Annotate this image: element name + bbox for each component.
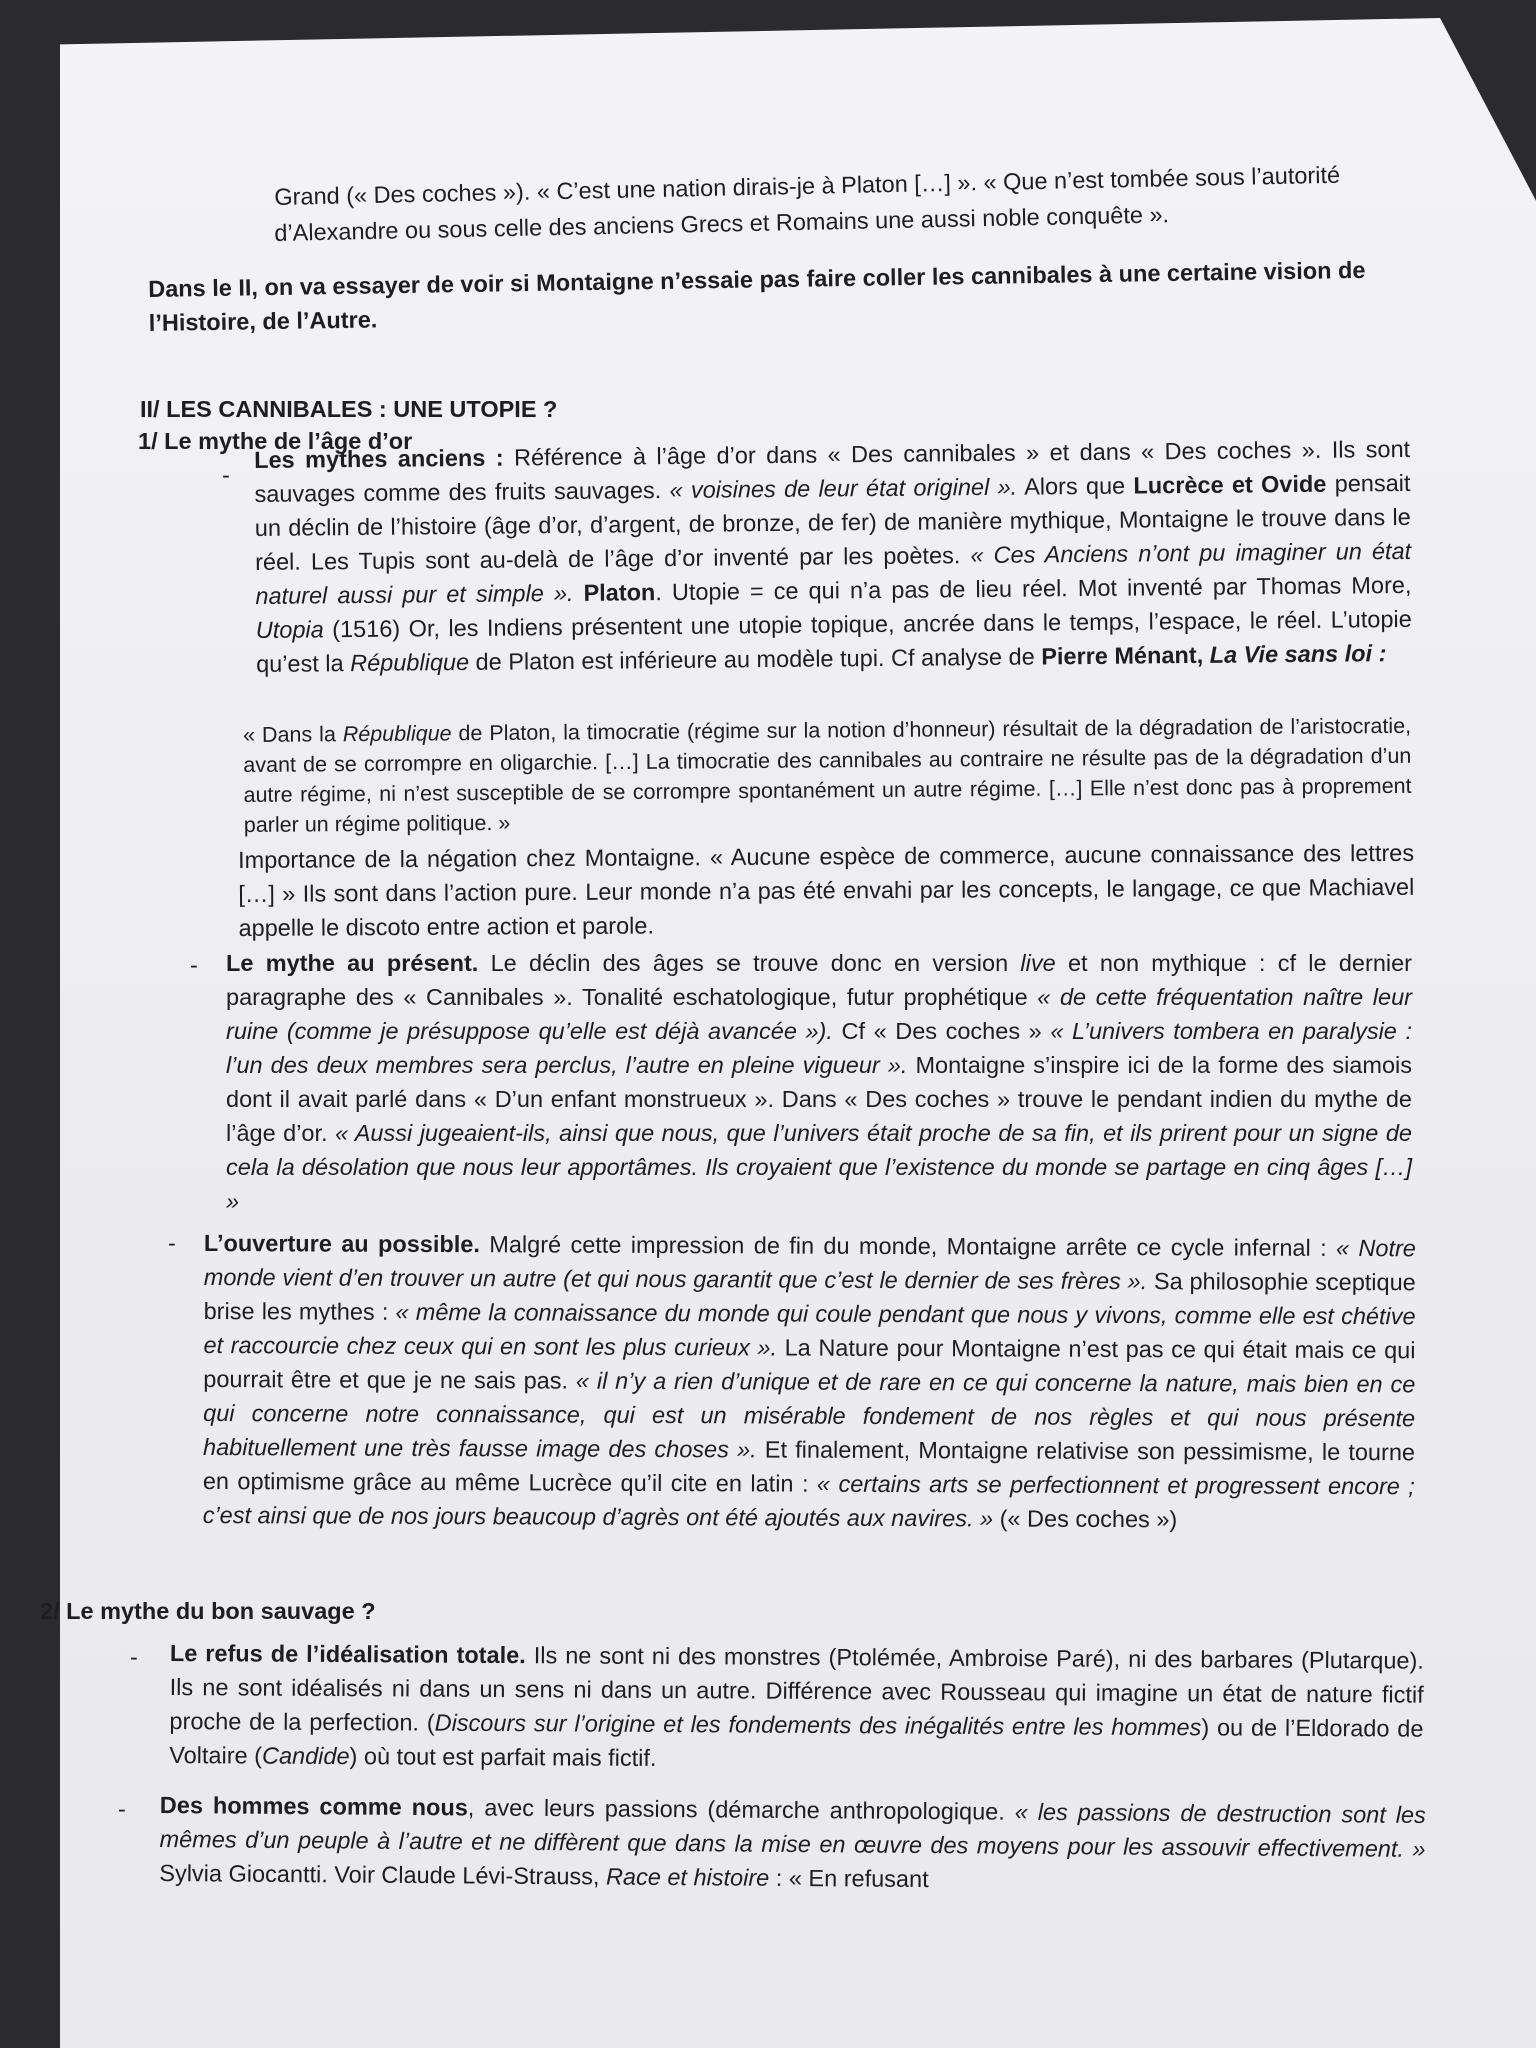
bullet-3-text: Malgré cette impression de fin du monde, Montaigne arrête ce cycle infernal : [479,1231,1337,1261]
bullet-1-author: Pierre Ménant, [1041,641,1210,670]
bullet-5-lead: Des hommes comme nous [159,1791,468,1821]
bullet-5-text: , avec leurs passions (démarche anthropologique. [467,1794,1015,1825]
bullet-5-dash: - [118,1796,126,1822]
bullet-4-book-title: Discours sur l’origine et les fondements des inégalités entre les hommes [434,1709,1202,1741]
bullet-5-text: Sylvia Giocantti. Voir Claude Lévi-Strauss, [159,1859,607,1890]
bullet-2-paragraph [226,946,1412,1218]
bullet-1-lead: Les mythes anciens : [254,444,504,473]
bullet-2-text: Cf « Des coches » [832,1018,1051,1044]
bullet-1-book-title: La Vie sans loi : [1209,640,1387,668]
subsection-2-title: 2/ Le mythe du bon sauvage ? [40,1598,376,1624]
bullet-1-paragraph [254,432,1412,681]
bullet-2-quote: « de cette fréquentation naître leur ruine (comme je présuppose qu’elle est déjà avancée »). [226,984,1412,1044]
bullet-5-book-title: Race et histoire [605,1863,770,1891]
bullet-1-dash: - [222,462,230,488]
bullet-1-text [573,580,583,606]
bullet-2-text: et non mythique : cf le dernier paragraphe des « Cannibales ». Tonalité eschatologique, futur prophétique [226,950,1413,1010]
bullet-4-text: ) ou de l’Eldorado de Voltaire ( [169,1714,1424,1769]
bullet-1-text: de Platon est inférieure au modèle tupi. Cf analyse de [468,643,1042,675]
menant-quote-text: de Platon, la timocratie (régime sur la notion d’honneur) résultait de la dégradation de l’aristocratie, avant de se corrompre en oligarchie. […] La timocratie des cannibales au contraire ne résulte pas de la dégradation d’un autre régime, ni n’est susceptible de se corrompre spontanément un autre régime. […] Elle n’est donc pas à proprement parler un régime politique. » [243,713,1412,837]
menant-quote-text: « Dans la [243,722,343,747]
bullet-5-paragraph [159,1788,1426,1900]
bullet-1-quote: « voisines de leur état originel ». [669,473,1018,504]
bullet-4-text: ) où tout est parfait mais fictif. [349,1743,657,1771]
bullet-3-paragraph [203,1226,1416,1537]
subsection-1-title: 1/ Le mythe de l’âge d’or [138,428,413,454]
bullet-3-quote: « certains arts se perfectionnent et progressent encore ; c’est ainsi que de nos jours beaucoup d’agrès ont été ajoutés aux navires. » [202,1470,1415,1532]
bullet-2-text: Montaigne s’inspire ici de la forme des siamois dont il avait parlé dans « D’un enfant monstrueux ». Dans « Des coches » trouve le pendant indien du mythe de l’âge d’or. [226,1052,1412,1146]
bullet-4-paragraph [169,1636,1424,1780]
bullet-2-text: Le déclin des âges se trouve donc en version [478,950,1021,976]
bullet-1-bold-name: Platon [583,579,656,606]
transition-paragraph: Dans le II, on va essayer de voir si Montaigne n’essaie pas faire coller les cannibales à une certaine vision de l’Histoire, de l’Autre. [148,256,1366,336]
bullet-3-lead: L’ouverture au possible. [203,1230,480,1258]
bullet-2-lead: Le mythe au présent. [226,950,479,976]
menant-quote-title: République [342,721,452,747]
bullet-1-title-ref: République [350,648,470,677]
bullet-4-text: Ils ne sont ni des monstres (Ptolémée, Ambroise Paré), ni des barbares (Plutarque). Ils ne sont idéalisés ni dans un sens ni dans un autre. Différence avec Rousseau qui imagine un état de nature fictif proche de la perfection. ( [169,1642,1424,1736]
bullet-3-dash: - [168,1230,176,1256]
bullet-4-book-title: Candide [261,1742,350,1770]
bullet-3-quote: « même la connaissance du monde qui coule pendant que nous y vivons, comme elle est chétive et raccourcie chez ceux qui en sont les plus curieux ». [203,1298,1416,1361]
bullet-1-bold-name: Lucrèce et Ovide [1133,470,1327,499]
bullet-1-after-quote: Importance de la négation chez Montaigne. « Aucune espèce de commerce, aucune connaissance des lettres […] » Ils sont dans l’action pure. Leur monde n’a pas été envahi par les concepts, le langage, ce que Machiavel appelle le discoto entre action et parole. [238,839,1415,941]
intro-line-2: d’Alexandre ou sous celle des anciens Grecs et Romains une aussi noble conquête ». [274,201,1170,246]
bullet-3-text: Sa philosophie sceptique brise les mythes : [203,1268,1416,1325]
bullet-5-text: : « En refusant [769,1864,929,1893]
bullet-2-dash: - [190,952,198,978]
bullet-1-quote: « Ces Anciens n’ont pu imaginer un état naturel aussi pur et simple ». [255,537,1412,609]
bullet-1-text: Référence à l’âge d’or dans « Des cannibales » et dans « Des coches ». Ils sont sauvages comme des fruits sauvages. [254,435,1411,507]
bullet-1-text: pensait un déclin de l’histoire (âge d’or, d’argent, de bronze, de fer) de manière mythique, Montaigne le trouve dans le réel. Les Tupis sont au-delà de l’âge d’or inventé par les poètes. [254,469,1411,575]
bullet-3-text: (« Des coches ») [993,1505,1178,1533]
bullet-2-emph: live [1020,950,1056,976]
bullet-2-quote: « Aussi jugeaient-ils, ainsi que nous, que l’univers était proche de sa fin, et ils prirent pour un signe de cela la désolation que nous leur apportâmes. Ils croyaient que l’existence du monde se partage en cinq âges […] » [226,1120,1412,1214]
bullet-1-text: . Utopie = ce qui n’a pas de lieu réel. Mot inventé par Thomas More, [655,571,1412,606]
bullet-3-text: La Nature pour Montaigne n’est pas ce qui était mais ce qui pourrait être et que je ne sais pas. [203,1334,1416,1394]
bullet-4-lead: Le refus de l’idéalisation totale. [169,1639,526,1669]
intro-line-1: Grand (« Des coches »). « C’est une nation dirais-je à Platon […] ». « Que n’est tombée sous l’autorité [274,161,1341,210]
menant-quote-block [243,711,1412,840]
bullet-3-quote: « il n’y a rien d’unique et de rare en ce qui concerne la nature, mais bien en ce qui concerne notre connaissance, qui est un misérable fondement de nos règles et qui nous présente habituellement une très fausse image des choses ». [202,1367,1416,1463]
section-title: II/ LES CANNIBALES : UNE UTOPIE ? [140,396,558,422]
bullet-1-title-ref: Utopia [255,616,324,643]
bullet-4-dash: - [130,1644,138,1670]
bullet-2-quote: « L’univers tombera en paralysie : l’un des deux membres sera perclus, l’autre en pleine vigueur ». [226,1018,1412,1078]
bullet-3-quote: « Notre monde vient d’en trouver un autre (et qui nous garantit que c’est le dernier de ses frères ». [203,1234,1416,1295]
bullet-3-text: Et finalement, Montaigne relativise son pessimisme, le tourne en optimisme grâce au même Lucrèce qu’il cite en latin : [202,1436,1416,1497]
bullet-1-text: Alors que [1017,472,1134,500]
bullet-1-text: (1516) Or, les Indiens présentent une utopie topique, ancrée dans le temps, l’espace, le réel. L’utopie qu’est la [255,605,1412,677]
bullet-5-quote: « les passions de destruction sont les mêmes d’un peuple à l’autre et ne diffèrent que dans la mise en œuvre des moyens pour les assouvir effectivement. » [159,1798,1426,1862]
